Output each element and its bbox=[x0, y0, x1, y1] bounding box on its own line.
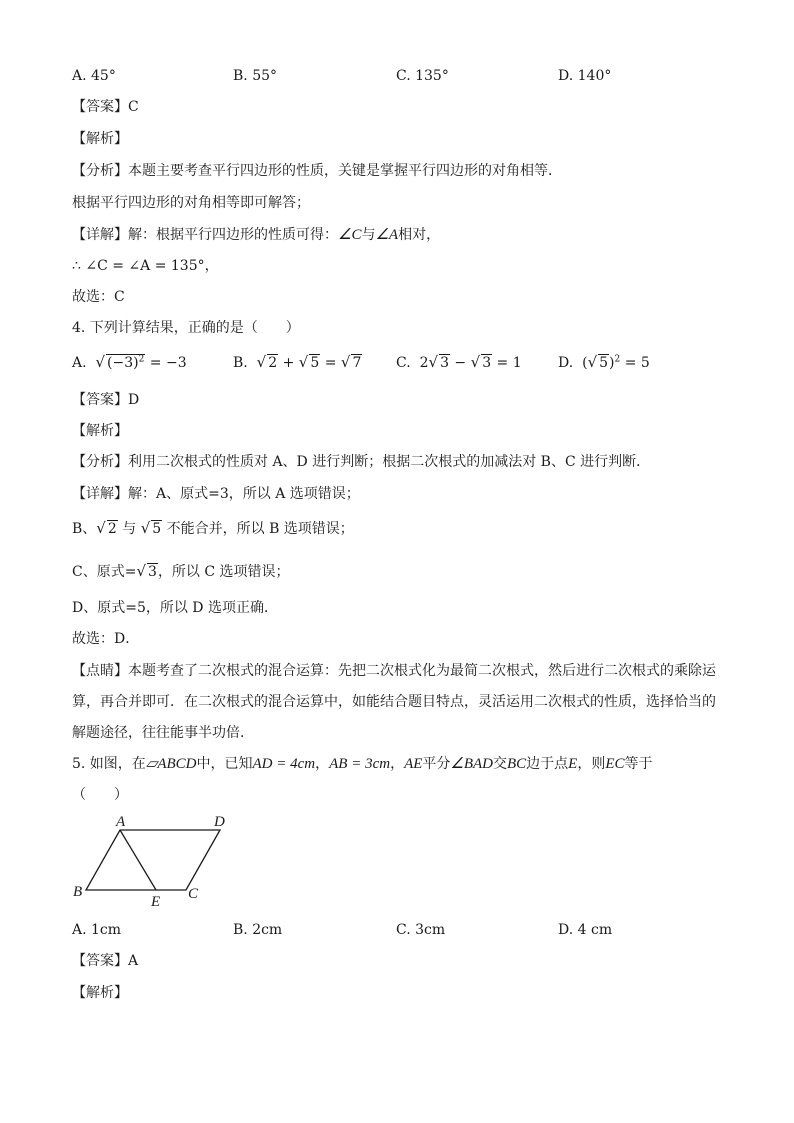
parallelogram-figure bbox=[70, 812, 240, 912]
q4-fenxi-line: 【分析】利用二次根式的性质对 A、D 进行判断；根据二次根式的加减法对 B、C 进行判断． bbox=[72, 454, 651, 470]
q4-analysis-tag: 【解析】 bbox=[72, 423, 128, 439]
label-c: C bbox=[188, 886, 199, 902]
answer-value: C bbox=[128, 99, 139, 115]
q4-choose-line: 故选：D． bbox=[72, 631, 140, 647]
q3-fenxi-line: 【分析】本题主要考查平行四边形的性质，关键是掌握平行四边形的对角相等． bbox=[72, 163, 562, 179]
q3-choose-line: 故选：C bbox=[72, 289, 125, 305]
q5-option-a: A. 1cm bbox=[72, 922, 122, 938]
answer-tag: 【答案】 bbox=[72, 99, 128, 115]
q4-b-line: B、√ 2 与 √ 5 不能合并，所以 B 选项错误； bbox=[72, 519, 354, 537]
q4-option-a: A. √ $(-3)^2 = -3$ bbox=[72, 353, 187, 371]
label-a: A bbox=[116, 814, 126, 830]
q4-option-d: D. (√ 5)$^2$ = 5 bbox=[558, 353, 650, 371]
q5-analysis-tag: 【解析】 bbox=[72, 985, 128, 1001]
q4-d-line: D、原式=5，所以 D 选项正确． bbox=[72, 600, 278, 616]
label-e: E bbox=[151, 894, 161, 910]
q3-option-a: A. 45° bbox=[72, 68, 116, 84]
q4-xiangjie-line: 【详解】解：A、原式=3，所以 A 选项错误； bbox=[72, 486, 360, 502]
q5-stem-paren: （ ） bbox=[72, 787, 128, 803]
q5-option-d: D. 4 cm bbox=[558, 922, 613, 938]
q3-option-b: B. 55° bbox=[233, 68, 278, 84]
q5-answer-line: 【答案】A bbox=[72, 953, 139, 969]
q4-dianjing-line2: 算，再合并即可．在二次根式的混合运算中，如能结合题目特点，灵活运用二次根式的性质，选择恰当的 bbox=[72, 694, 716, 710]
q5-option-b: B. 2cm bbox=[233, 922, 283, 938]
q4-c-line: C、原式=√ 3，所以 C 选项错误； bbox=[72, 562, 290, 580]
q4-dianjing-line1: 【点睛】本题考查了二次根式的混合运算：先把二次根式化为最简二次根式，然后进行二次根式的乘除运 bbox=[72, 663, 716, 679]
q3-xiangjie-line: 【详解】解：根据平行四边形的性质可得：∠C与∠A相对， bbox=[72, 227, 441, 243]
q3-answer-line bbox=[72, 97, 139, 117]
segment-ae bbox=[120, 830, 156, 890]
q4-option-c: C. 2√ 3 − √ 3 = 1 bbox=[396, 353, 522, 371]
q3-therefore-line: ∴ ∠C = ∠A = 135°， bbox=[72, 258, 219, 274]
q3-fenxi-text: 本题主要考查平行四边形的性质，关键是掌握平行四边形的对角相等． bbox=[128, 163, 562, 179]
q4-dianjing-line3: 解题途径，往往能事半功倍． bbox=[72, 725, 254, 741]
q4-option-b: B. √ 2 + √ 5 = √ 7 bbox=[233, 353, 362, 371]
q3-analysis-tag: 【解析】 bbox=[72, 131, 128, 147]
q3-option-c: C. 135° bbox=[396, 68, 449, 84]
q5-stem-line1: 5. 如图，在▱ABCD中，已知AD = 4cm，AB = 3cm，AE平分∠BAD交BC边于点E，则EC等于 bbox=[72, 756, 653, 772]
q3-option-d: D. 140° bbox=[558, 68, 612, 84]
q3-line2: 根据平行四边形的对角相等即可解答； bbox=[72, 195, 310, 211]
parallelogram-abcd bbox=[86, 830, 220, 890]
label-d: D bbox=[214, 814, 225, 830]
radical-sign: √ bbox=[95, 353, 106, 371]
q4-answer-line: 【答案】D bbox=[72, 392, 140, 408]
label-b: B bbox=[73, 884, 83, 900]
q5-option-c: C. 3cm bbox=[396, 922, 446, 938]
q4-stem: 4. 下列计算结果，正确的是（ ） bbox=[72, 320, 300, 336]
